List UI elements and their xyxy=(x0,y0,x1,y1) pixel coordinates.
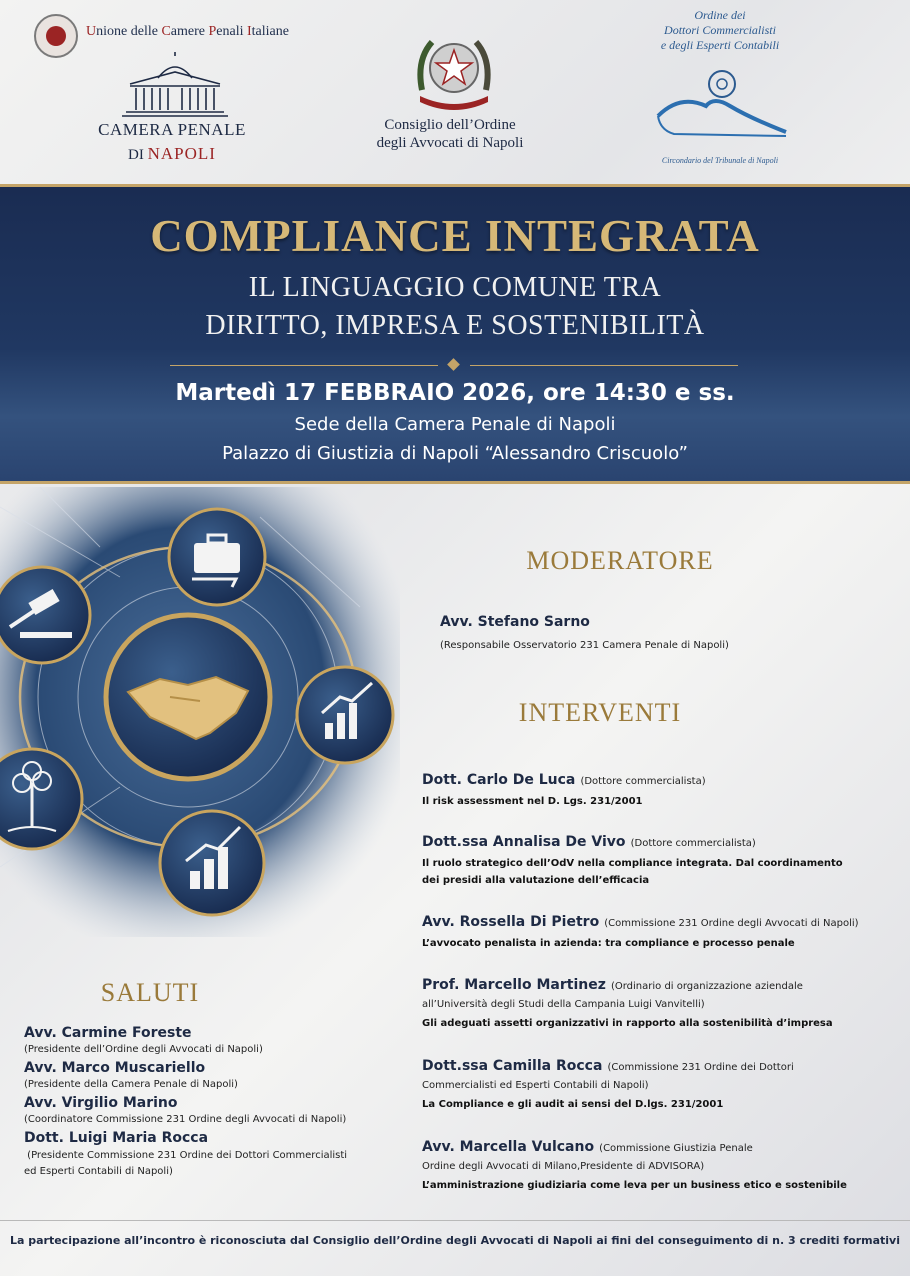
compliance-illustration xyxy=(0,487,400,937)
gavel-icon xyxy=(0,567,90,663)
camera-penale-city: DI NAPOLI xyxy=(128,144,216,163)
moderatore-heading: MODERATORE xyxy=(526,546,714,575)
header xyxy=(0,0,910,184)
event-venue-line1: Sede della Camera Penale di Napoli xyxy=(294,414,616,435)
event-venue-line2: Palazzo di Giustizia di Napoli “Alessandro Criscuolo” xyxy=(222,443,688,464)
moderatore-role: (Responsabile Osservatorio 231 Camera Penale di Napoli) xyxy=(440,640,729,651)
moderatore-name: Avv. Stefano Sarno xyxy=(440,614,590,630)
event-subtitle-line1: IL LINGUAGGIO COMUNE TRA xyxy=(248,272,662,303)
saluti-item: Dott. Luigi Maria Rocca (Presidente Commissione 231 Ordine dei Dottori Commercialisti ed Esperti Contabili di Napoli) xyxy=(24,1130,348,1177)
camere-penali-seal-icon xyxy=(34,14,78,58)
saluti-heading: SALUTI xyxy=(100,978,200,1007)
footer-divider xyxy=(0,1220,910,1221)
saluti-item: Avv. Marco Muscariello (Presidente della Camera Penale di Napoli) xyxy=(24,1060,238,1090)
interventi-heading: INTERVENTI xyxy=(518,698,682,727)
saluti-item: Avv. Virgilio Marino (Coordinatore Commissione 231 Ordine degli Avvocati di Napoli) xyxy=(24,1095,347,1125)
camera-penale-building-icon xyxy=(120,50,230,118)
divider-left xyxy=(170,365,438,366)
intervento-item: Avv. Marcella Vulcano (Commissione Giustizia Penale Ordine degli Avvocati di Milano,Presidente di ADVISORA) L’amministrazione giudiziaria come leva per un business etico e sostenibile xyxy=(422,1139,847,1191)
italian-republic-emblem-icon xyxy=(414,30,494,112)
intervento-item: Prof. Marcello Martinez (Ordinario di organizzazione aziendale all’Università degli Studi della Campania Luigi Vanvitelli) Gli adeguati assetti organizzativi in rapporto alla sostenibilità d’impresa xyxy=(422,977,833,1029)
bar-chart-icon xyxy=(160,811,264,915)
handshake-icon xyxy=(106,615,270,779)
odcec-circondario: Circondario del Tribunale di Napoli xyxy=(661,156,779,165)
consiglio-ordine-name: Consiglio dell’Ordine degli Avvocati di Napoli xyxy=(376,117,524,151)
divider-right xyxy=(470,365,738,366)
intervento-item: Avv. Rossella Di Pietro (Commissione 231 Ordine degli Avvocati di Napoli) L’avvocato penalista in azienda: tra compliance e processo penale xyxy=(422,914,859,949)
odcec-vesuvius-logo-icon xyxy=(650,66,790,146)
growth-chart-icon xyxy=(297,667,393,763)
intervento-item: Dott. Carlo De Luca (Dottore commercialista) Il risk assessment nel D. Lgs. 231/2001 xyxy=(422,772,706,807)
saluti-list xyxy=(24,1025,394,1177)
event-date: Martedì 17 FEBBRAIO 2026, ore 14:30 e ss. xyxy=(175,380,735,406)
event-title: COMPLIANCE INTEGRATA xyxy=(150,211,760,261)
intervento-item: Dott.ssa Camilla Rocca (Commissione 231 Ordine dei Dottori Commercialisti ed Esperti Contabili di Napoli) La Compliance e gli audit ai sensi del D.lgs. 231/2001 xyxy=(422,1058,794,1110)
event-subtitle-line2: DIRITTO, IMPRESA E SOSTENIBILITÀ xyxy=(205,310,705,341)
camere-penali-association: Unione delle Camere Penali Italiane xyxy=(86,24,289,39)
odcec-name: Ordine dei Dottori Commercialisti e degli Esperti Contabili xyxy=(660,8,780,52)
footer-credits: La partecipazione all’incontro è riconosciuta dal Consiglio dell’Ordine degli Avvocati di Napoli ai fini del conseguimento di n. 3 crediti formativi xyxy=(9,1234,901,1247)
tree-icon xyxy=(0,749,82,849)
saluti-item: Avv. Carmine Foreste (Presidente dell’Ordine degli Avvocati di Napoli) xyxy=(24,1025,263,1055)
briefcase-icon xyxy=(169,509,265,605)
intervento-item: Dott.ssa Annalisa De Vivo (Dottore commercialista) Il ruolo strategico dell’OdV nella compliance integrata. Dal coordinamento dei presidi alla valutazione dell’efficacia xyxy=(422,834,843,886)
camera-penale-name: CAMERA PENALE xyxy=(98,120,246,139)
